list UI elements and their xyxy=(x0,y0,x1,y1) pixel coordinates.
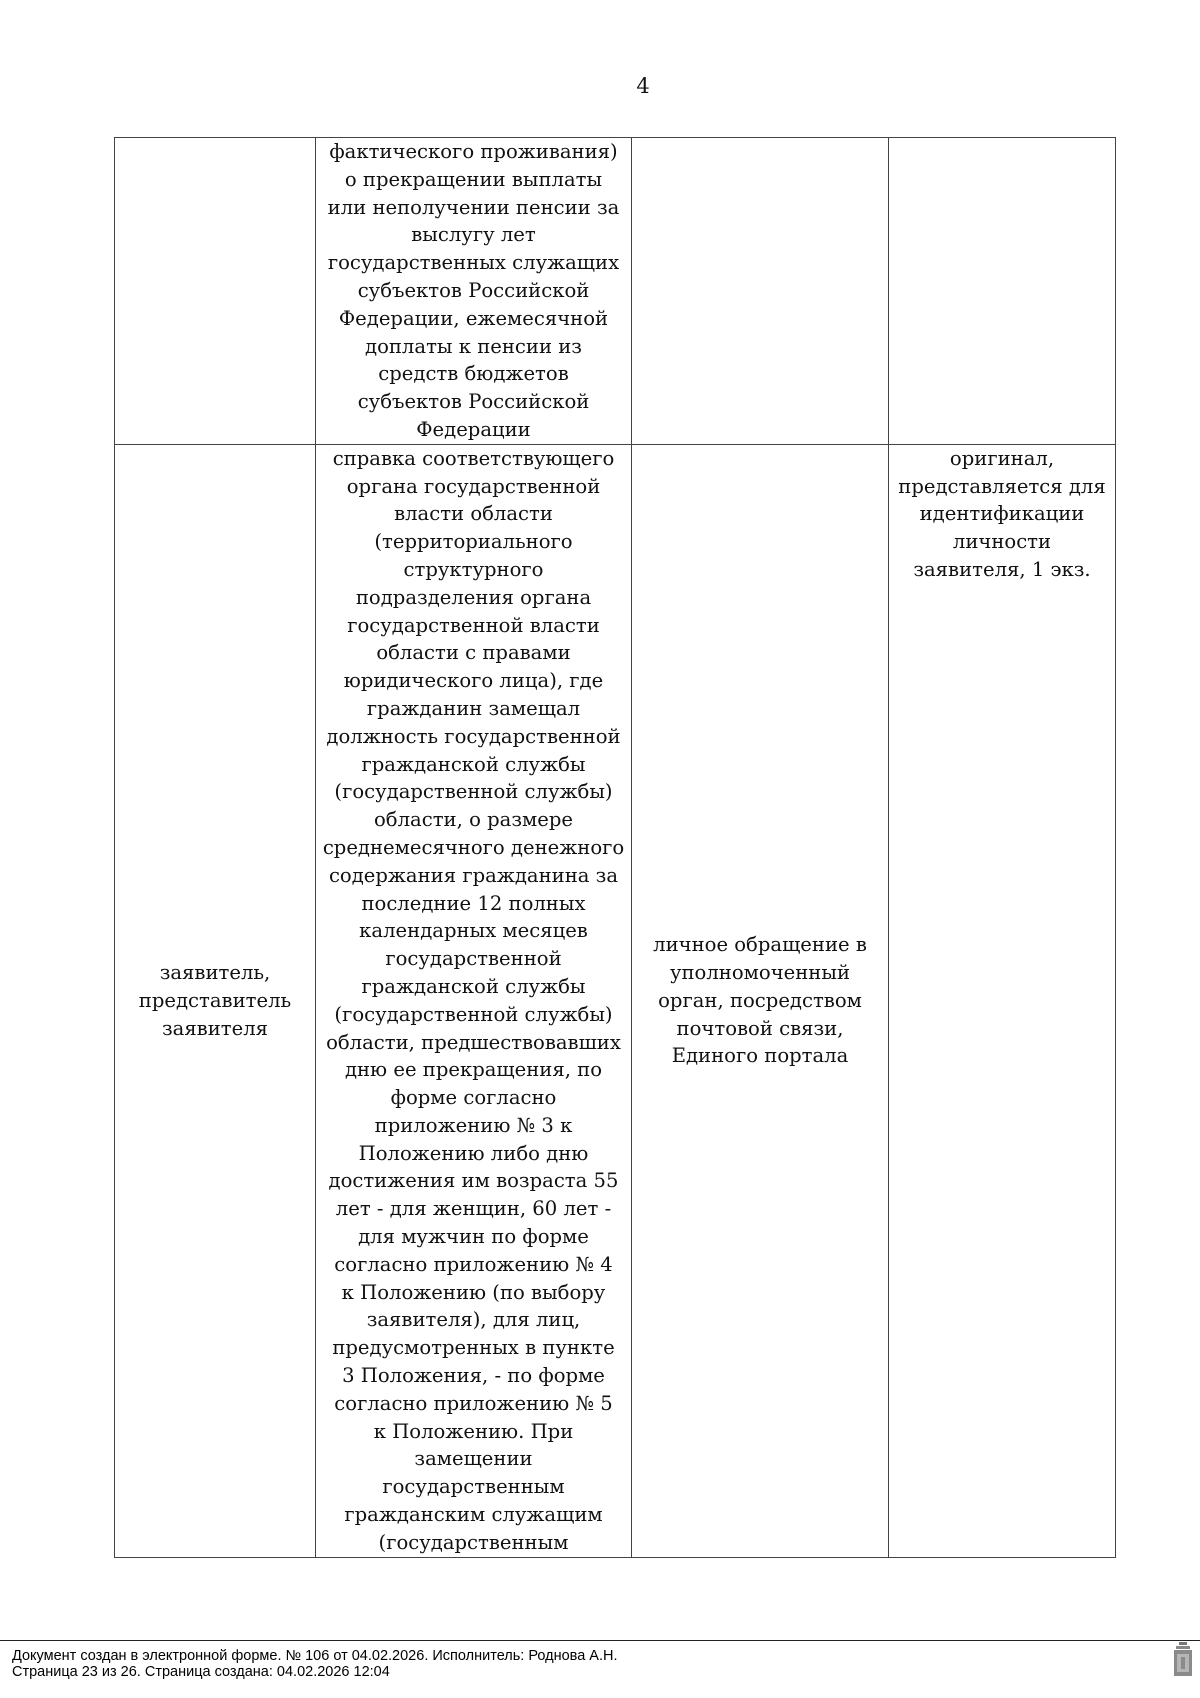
table-cell-applicant: заявитель, представитель заявителя xyxy=(115,444,316,1557)
table-row xyxy=(115,444,1116,1557)
document-seal-icon xyxy=(1172,1640,1194,1680)
footer-line-document-info: Документ создан в электронной форме. № 106 от 04.02.2026. Исполнитель: Роднова А.Н. xyxy=(12,1648,618,1664)
table-row xyxy=(115,138,1116,445)
table-cell-document: справка соответствующего органа государственной власти области (территориального структурного подразделения органа государственной власти области с правами юридического лица), где гражданин замещал должность государственной гражданской службы (государственной службы) области, о размере среднемесячного денежного содержания гражданина за последние 12 полных календарных месяцев государственной гражданской службы (государственной службы) области, предшествовавших дню ее прекращения, по форме согласно приложению № 3 к Положению либо дню достижения им возраста 55 лет - для женщин, 60 лет - для мужчин по форме согласно приложению № 4 к Положению (по выбору заявителя), для лиц, предусмотренных в пункте 3 Положения, - по форме согласно приложению № 5 к Положению. При замещении государственным гражданским служащим (государственным xyxy=(316,444,632,1557)
table-cell-document: фактического проживания) о прекращении выплаты или неполучении пенсии за выслугу лет государственных служащих субъектов Российской Федерации, ежемесячной доплаты к пенсии из средств бюджетов субъектов Российской Федерации xyxy=(316,138,632,445)
table-cell-method xyxy=(632,138,889,445)
page-number: 4 xyxy=(636,74,650,98)
table-cell-note xyxy=(889,138,1116,445)
document-table xyxy=(114,137,1116,1558)
document-footer xyxy=(12,1648,618,1680)
footer-line-page-info: Страница 23 из 26. Страница создана: 04.02.2026 12:04 xyxy=(12,1664,390,1680)
table-cell-note: оригинал, представляется для идентификации личности заявителя, 1 экз. xyxy=(889,444,1116,1557)
table-cell-applicant xyxy=(115,138,316,445)
table-cell-method: личное обращение в уполномоченный орган, посредством почтовой связи, Единого портала xyxy=(632,444,889,1557)
footer-divider xyxy=(0,1640,1200,1641)
